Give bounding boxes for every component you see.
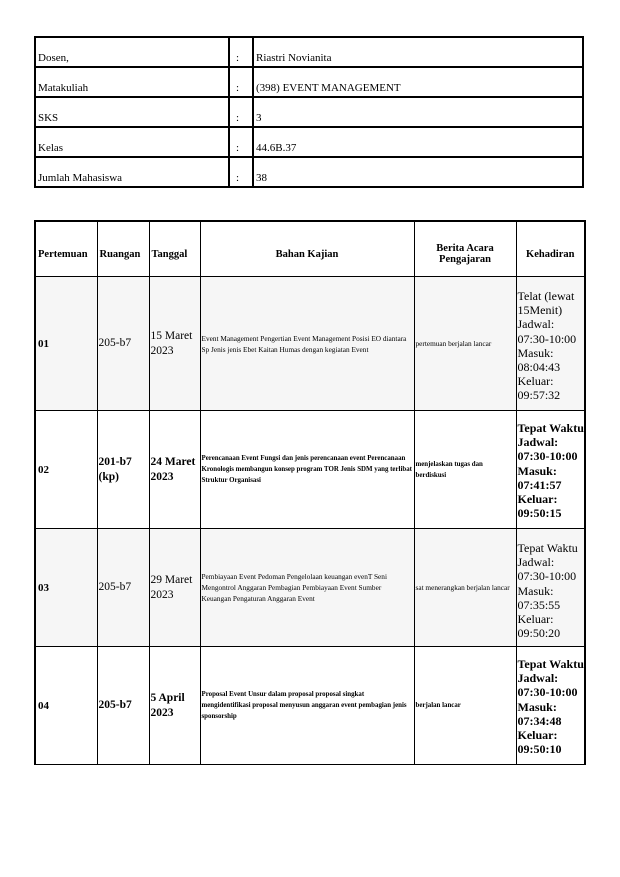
info-separator: : xyxy=(229,67,253,97)
date: 15 Maret 2023 xyxy=(149,277,200,411)
teaching-report: berjalan lancar xyxy=(414,647,516,765)
date: 24 Maret 2023 xyxy=(149,411,200,529)
attendance-line: Tepat Waktu xyxy=(517,421,584,435)
header-berita-acara: Berita Acara Pengajaran xyxy=(414,221,516,277)
info-value: (398) EVENT MANAGEMENT xyxy=(253,67,583,97)
attendance-line: Keluar: xyxy=(517,728,558,743)
info-value: Riastri Novianita xyxy=(253,37,583,67)
table-row xyxy=(35,277,585,411)
info-label: Jumlah Mahasiswa xyxy=(35,157,229,187)
attendance-line: Jadwal: xyxy=(517,671,559,686)
attendance-line: 07:30-10:00 xyxy=(517,449,578,464)
table-header-row xyxy=(35,221,585,277)
attendance-line: Keluar: xyxy=(517,612,554,627)
info-row-matakuliah xyxy=(35,67,583,97)
room: 205-b7 xyxy=(97,647,149,765)
attendance-line: 09:50:10 xyxy=(517,742,562,757)
attendance-line: Masuk: xyxy=(517,463,557,478)
meeting-number: 02 xyxy=(35,411,97,529)
table-continuation xyxy=(34,752,586,758)
table-row xyxy=(35,529,585,647)
info-label: Kelas xyxy=(35,127,229,157)
table-row xyxy=(35,647,585,765)
info-value: 38 xyxy=(253,157,583,187)
date: 5 April 2023 xyxy=(149,647,200,765)
teaching-report: menjelaskan tugas dan berdiskusi xyxy=(414,411,516,529)
info-label: Dosen, xyxy=(35,37,229,67)
meeting-number: 03 xyxy=(35,529,97,647)
attendance-line: 07:41:57 xyxy=(517,477,562,492)
info-row-dosen xyxy=(35,37,583,67)
info-row-kelas xyxy=(35,127,583,157)
attendance-line: Telat (lewat xyxy=(517,289,575,303)
attendance-line: 15Menit) xyxy=(517,303,563,318)
attendance-line: 09:50:15 xyxy=(517,506,562,521)
topic: Event Management Pengertian Event Management Posisi EO diantara Sp Jenis jenis Ebet Kaitan Humas dengan kegiatan Event xyxy=(200,277,414,411)
header-kehadiran: Kehadiran xyxy=(516,221,585,277)
attendance xyxy=(516,529,585,647)
room: 201-b7 (kp) xyxy=(97,411,149,529)
attendance-line: Jadwal: xyxy=(517,555,555,570)
date: 29 Maret 2023 xyxy=(149,529,200,647)
attendance-line: 07:30-10:00 xyxy=(517,685,578,700)
header-bahan-kajian: Bahan Kajian xyxy=(200,221,414,277)
attendance-line: Tepat Waktu xyxy=(517,657,584,671)
info-separator: : xyxy=(229,127,253,157)
meeting-number: 04 xyxy=(35,647,97,765)
info-label: Matakuliah xyxy=(35,67,229,97)
attendance xyxy=(516,411,585,529)
attendance-line: Tepat Waktu xyxy=(517,541,578,555)
attendance xyxy=(516,647,585,765)
room: 205-b7 xyxy=(97,277,149,411)
info-value: 3 xyxy=(253,97,583,127)
attendance xyxy=(516,277,585,411)
topic: Proposal Event Unsur dalam proposal proposal singkat mengidentifikasi proposal menyusun anggaran event pembagian jenis sponsorship xyxy=(200,647,414,765)
attendance-line: 07:35:55 xyxy=(517,597,561,612)
teaching-report: sat menerangkan berjalan lancar xyxy=(414,529,516,647)
attendance-line: Masuk: xyxy=(517,583,554,598)
header-ruangan: Ruangan xyxy=(97,221,149,277)
attendance-line: 09:50:20 xyxy=(517,626,561,641)
info-label: SKS xyxy=(35,97,229,127)
topic: Pembiayaan Event Pedoman Pengelolaan keuangan evenT Seni Mengontrol Anggaran Pembagian Pembiayaan Event Sumber Keuangan Pengaturan Anggaran Event xyxy=(200,529,414,647)
attendance-line: Masuk: xyxy=(517,345,554,360)
table-row xyxy=(35,411,585,529)
attendance-line: Keluar: xyxy=(517,374,554,389)
info-separator: : xyxy=(229,157,253,187)
attendance-line: 07:30-10:00 xyxy=(517,331,577,346)
attendance-line: 07:30-10:00 xyxy=(517,569,577,584)
info-row-sks xyxy=(35,97,583,127)
room: 205-b7 xyxy=(97,529,149,647)
attendance-line: 07:34:48 xyxy=(517,713,562,728)
info-value: 44.6B.37 xyxy=(253,127,583,157)
meeting-number: 01 xyxy=(35,277,97,411)
topic: Perencanaan Event Fungsi dan jenis perencanaan event Perencanaan Kronologis membangun konsep program TOR Jenis SDM yang terlibat Struktur Organisasi xyxy=(200,411,414,529)
attendance-line: Keluar: xyxy=(517,492,558,507)
attendance-line: Jadwal: xyxy=(517,435,559,450)
attendance-line: 08:04:43 xyxy=(517,360,561,375)
attendance-line: Jadwal: xyxy=(517,317,555,332)
info-separator: : xyxy=(229,97,253,127)
info-row-jumlah-mahasiswa xyxy=(35,157,583,187)
teaching-report: pertemuan berjalan lancar xyxy=(414,277,516,411)
attendance-line: Masuk: xyxy=(517,699,557,714)
header-tanggal: Tanggal xyxy=(149,221,200,277)
attendance-line: 09:57:32 xyxy=(517,388,561,403)
header-pertemuan: Pertemuan xyxy=(35,221,97,277)
course-info-table xyxy=(34,36,584,188)
info-separator: : xyxy=(229,37,253,67)
meeting-schedule-table xyxy=(34,220,586,765)
